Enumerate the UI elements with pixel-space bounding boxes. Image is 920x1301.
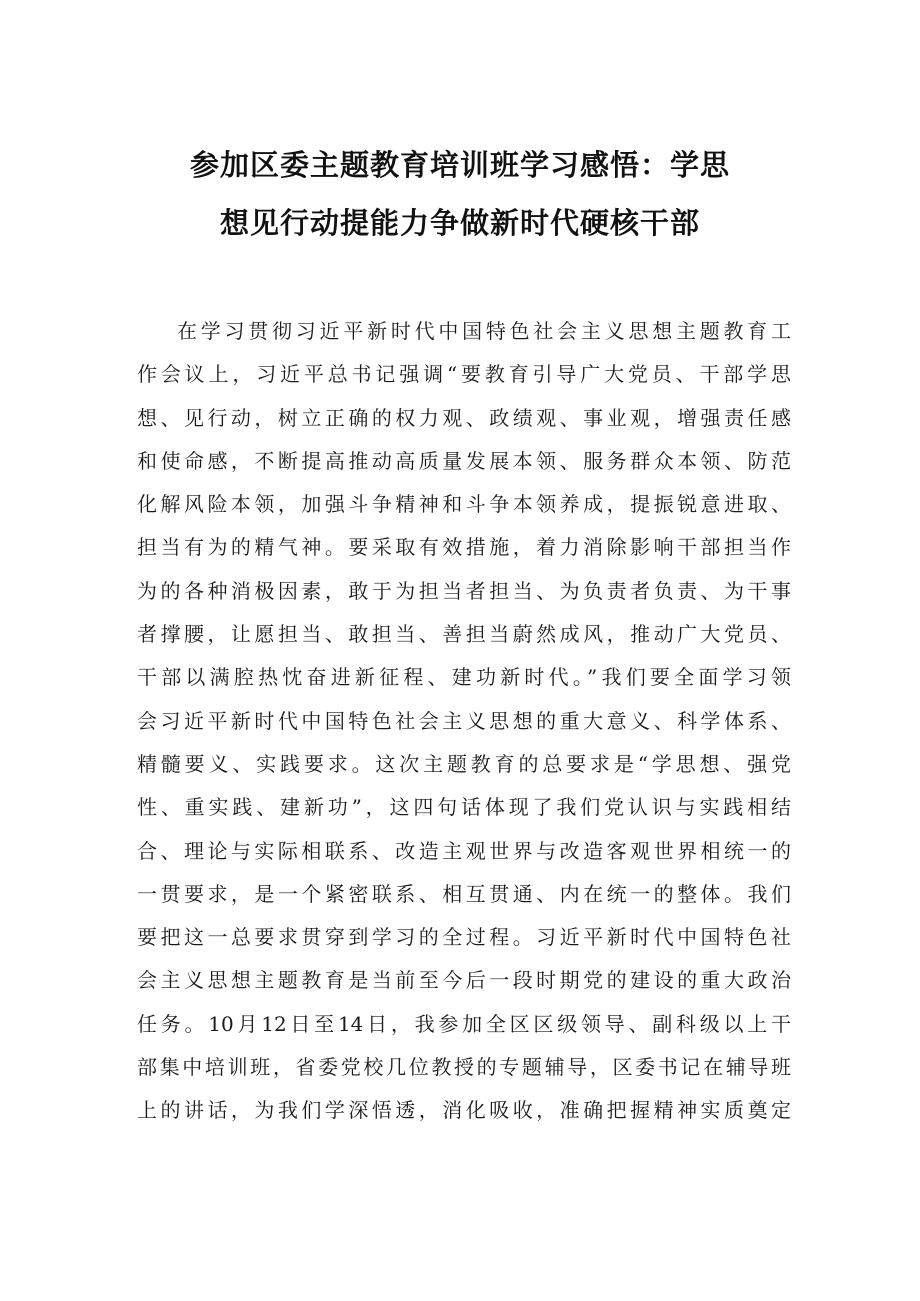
document-title <box>120 136 800 252</box>
body-line: 任务。10月12日至14日，我参加全区区级领导、副科级以上干 <box>137 1011 791 1036</box>
body-line: 一贯要求，是一个紧密联系、相互贯通、内在统一的整体。我们 <box>137 881 791 906</box>
body-line: 要把这一总要求贯穿到学习的全过程。习近平新时代中国特色社 <box>137 925 791 950</box>
body-paragraph <box>137 310 791 1133</box>
body-line: 者撑腰，让愿担当、敢担当、善担当蔚然成风，推动广大党员、 <box>137 622 791 647</box>
body-line: 性、重实践、建新功”，这四句话体现了我们党认识与实践相结 <box>137 795 791 820</box>
body-line: 部集中培训班，省委党校几位教授的专题辅导，区委书记在辅导班 <box>137 1055 791 1080</box>
body-line: 干部以满腔热忱奋进新征程、建功新时代。”我们要全面学习领 <box>137 665 791 690</box>
title-line-2: 想见行动提能力争做新时代硬核干部 <box>219 206 700 240</box>
body-line: 会主义思想主题教育是当前至今后一段时期党的建设的重大政治 <box>137 968 791 993</box>
body-line: 担当有为的精气神。要采取有效措施，着力消除影响干部担当作 <box>137 535 791 560</box>
body-line: 合、理论与实际相联系、改造主观世界与改造客观世界相统一的 <box>137 838 791 863</box>
body-line: 上的讲话，为我们学深悟透，消化吸收，准确把握精神实质奠定 <box>137 1098 791 1123</box>
body-line: 化解风险本领，加强斗争精神和斗争本领养成，提振锐意进取、 <box>137 492 791 517</box>
title-line-1: 参加区委主题教育培训班学习感悟：学思 <box>189 148 730 182</box>
body-line: 作会议上，习近平总书记强调“要教育引导广大党员、干部学思 <box>137 362 791 387</box>
body-line: 在学习贯彻习近平新时代中国特色社会主义思想主题教育工 <box>177 319 791 343</box>
body-line: 为的各种消极因素，敢于为担当者担当、为负责者负责、为干事 <box>137 578 791 603</box>
body-line: 会习近平新时代中国特色社会主义思想的重大意义、科学体系、 <box>137 708 791 733</box>
body-line: 和使命感，不断提高推动高质量发展本领、服务群众本领、防范 <box>137 448 791 473</box>
body-line: 想、见行动，树立正确的权力观、政绩观、事业观，增强责任感 <box>137 405 791 430</box>
body-line: 精髓要义、实践要求。这次主题教育的总要求是“学思想、强党 <box>137 751 791 776</box>
